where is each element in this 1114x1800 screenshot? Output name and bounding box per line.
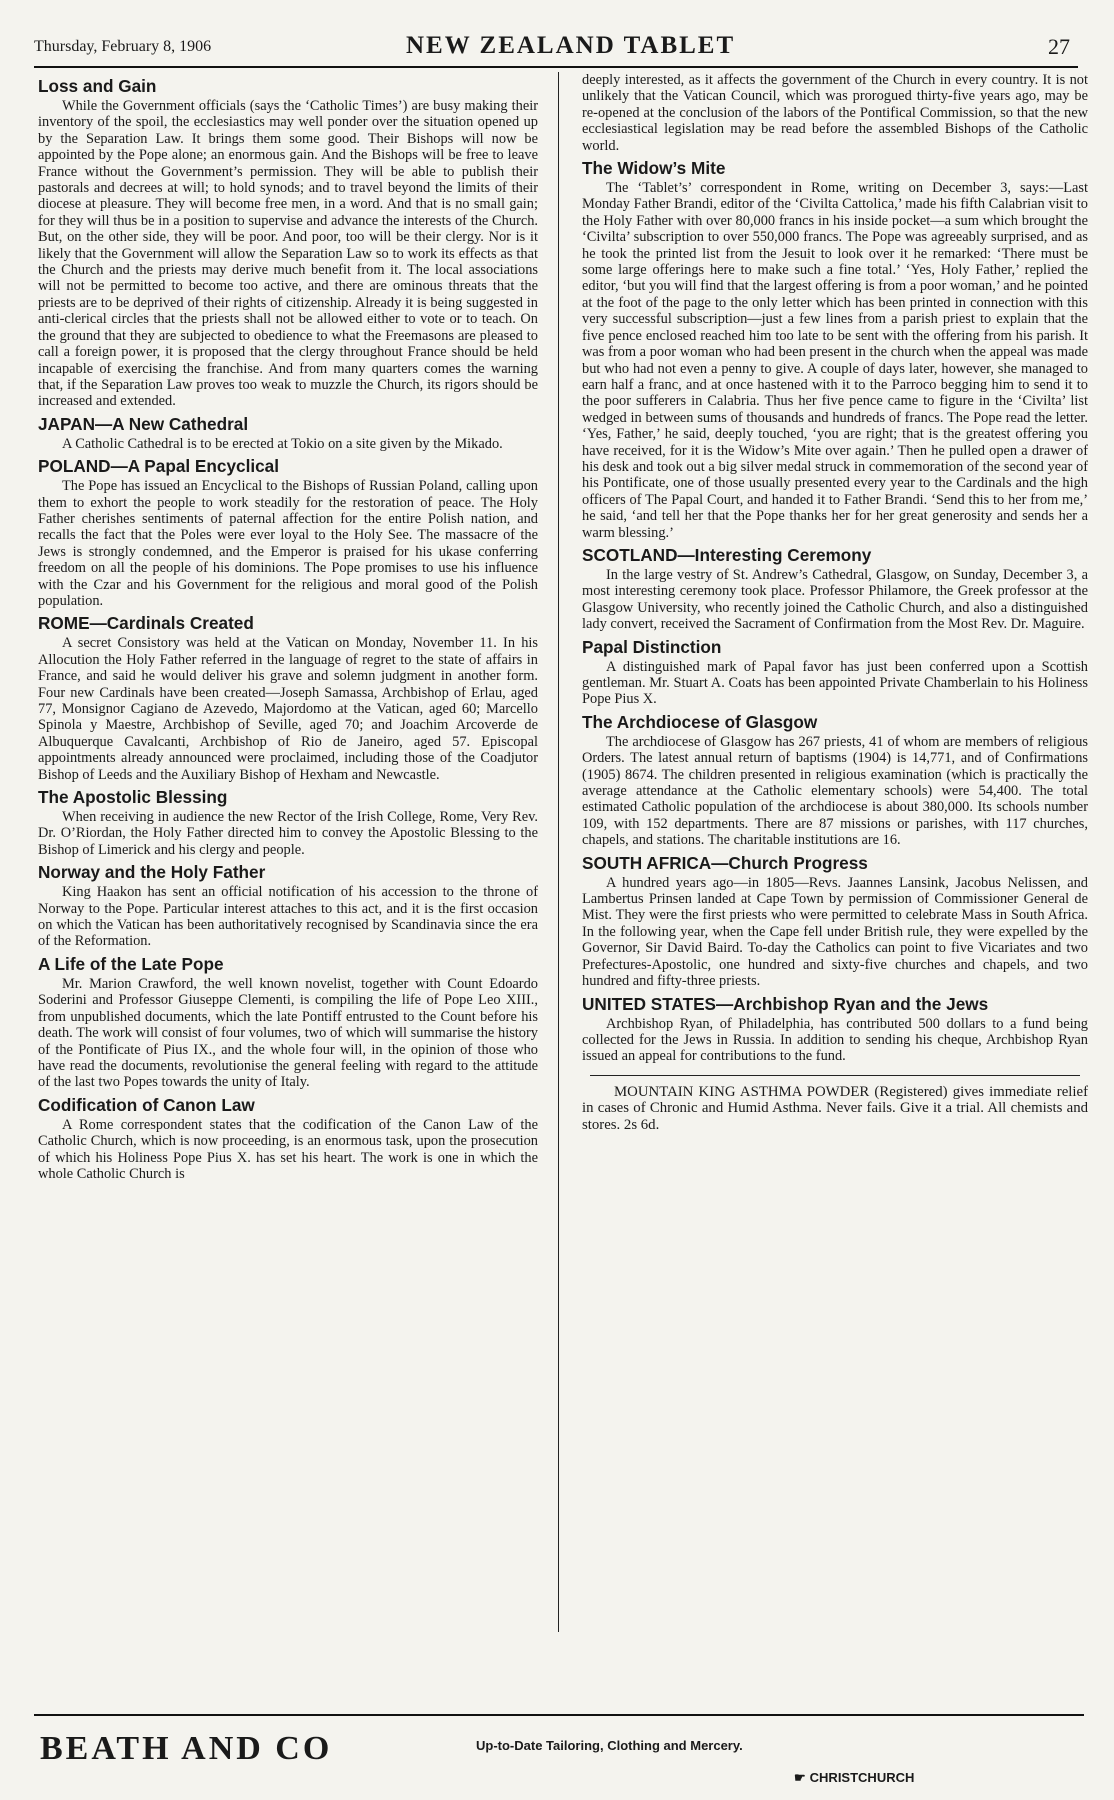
article-paragraph: A hundred years ago—in 1805—Revs. Jaannes Lansink, Jacobus Nelissen, and Lambertus Prinsen landed at Cape Town by permission of Commissioner General de Mist. They were the first priests who were permitted to celebrate Mass in South Africa. In the following year, when the Cape fell under British rule, they were expelled by the Governor, Sir David Baird. To-day the Catholics can point to five Vicariates and two Prefectures-Apostolic, one hundred and sixty-five churches and chapels, and two hundred and fifty-three priests. — [582, 874, 1088, 990]
right-column — [582, 72, 1088, 1682]
article — [582, 712, 1088, 849]
article-heading: Papal Distinction — [582, 636, 722, 657]
page-number: 27 — [1048, 34, 1070, 59]
article — [582, 994, 1088, 1065]
article-paragraph: deeply interested, as it affects the government of the Church in every country. It is not unlikely that the Vatican Council, which was prorogued thirty-five years ago, may be re-opened at the conclusion of the labors of the Pontifical Commission, so that the new ecclesiastical legislation may be read before the assembled Bishops of the Catholic world. — [582, 72, 1088, 154]
article — [38, 76, 538, 410]
masthead-title: NEW ZEALAND TABLET — [406, 32, 736, 59]
article — [38, 613, 538, 783]
article — [38, 954, 538, 1091]
footer-tagline: Up-to-Date Tailoring, Clothing and Mercery. — [476, 1738, 743, 1753]
footer-divider — [34, 1714, 1084, 1716]
article-heading: ROME—Cardinals Created — [38, 613, 254, 634]
article-heading: Loss and Gain — [38, 76, 157, 96]
article-paragraph: Archbishop Ryan, of Philadelphia, has contributed 500 dollars to a fund being collected for the Jews in Russia. In addition to sending his cheque, Archbishop Ryan issued an appeal for contributions to the fund. — [582, 1015, 1088, 1065]
article-paragraph: When receiving in audience the new Rector of the Irish College, Rome, Very Rev. Dr. O’Riordan, the Holy Father directed him to convey the Apostolic Blessing to the Bishop of Limerick and his clergy and people. — [38, 809, 538, 858]
advert-divider — [590, 1075, 1080, 1076]
article — [582, 853, 1088, 990]
article-heading: Codification of Canon Law — [38, 1094, 255, 1115]
issue-date: Thursday, February 8, 1906 — [34, 38, 212, 55]
article-heading: POLAND—A Papal Encyclical — [38, 456, 280, 477]
beath-logo: BEATH AND CO — [40, 1730, 333, 1767]
article-heading: The Archdiocese of Glasgow — [582, 711, 818, 732]
page-header — [34, 32, 1078, 68]
article-heading: A Life of the Late Pope — [38, 953, 224, 974]
article-paragraph: While the Government officials (says the ‘Catholic Times’) are busy making their inventory of the spoil, the ecclesiastics may well ponder over the situation opened up by the Separation Law. It brings them some good. Their Bishops will now be appointed by the Pope alone; an enormous gain. And the Bishops will be free to leave France without the Government’s permission. They will be able to publish their pastorals and decrees at will; to hold synods; and to travel beyond the limits of their diocese at pleasure. They will become free men, in a word. And that is no small gain; for they will thus be in a position to supervise and advance the interests of the Church. But, on the other side, they will be poor. And poor, too will be their clergy. Nor is it likely that the Government will allow the Separation Law so to work its effects as that the Church and the priests may derive much benefit from it. The local associations will not be permitted to become too active, and there are ominous threats that the priests are to be deprived of their rights of citizenship. Already it is being suggested in anti-clerical circles that the priests shall not be allowed either to vote or to teach. On the ground that they are subjected to obedience to what the Freemasons are pleased to call a foreign power, it is proposed that the clergy throughout France should be held incapable of exercising the franchise. And from many quarters comes the warning that, if the Separation Law proves too weak to muzzle the Church, its rigors should be increased and extended. — [38, 98, 538, 410]
footer-city — [794, 1770, 914, 1786]
article-paragraph: A distinguished mark of Papal favor has just been conferred upon a Scottish gentleman. Mr. Stuart A. Coats has been appointed Private Chamberlain to his Holiness Pope Pius X. — [582, 658, 1088, 708]
article-heading: Norway and the Holy Father — [38, 862, 266, 883]
article-paragraph: The ‘Tablet’s’ correspondent in Rome, writing on December 3, says:—Last Monday Father Brandi, editor of the ‘Civilta Cattolica,’ made his fifth Calabrian visit to the Holy Father with over 80,000 francs in his inside pocket—a sum which brought the ‘Civilta’ subscription to over 550,000 francs. The Pope was agreeably surprised, and as he took the printed list from the Jesuit to look over it he remarked: ‘There must be some large offerings here to make such a fine total.’ ‘Yes, Holy Father,’ replied the editor, ‘but you will find that the largest offering is from a poor woman,’ and he pointed at the foot of the page to the only letter which has been printed in connection with this very successful subscription—just a few lines from a parish priest to explain that the five pence enclosed reached him too late to be sent with the offering from his parish. It was from a poor woman who had been present in the church when the appeal was made but who had not even a penny to give. A couple of days later, however, she managed to earn half a franc, and at once hastened with it to the Parroco begging him to send it to the poor sufferers in Calabria. Thus her five pence came to figure in the ‘Civilta’ list wedged in between sums of thousands and hundreds of francs. The Pope read the letter. ‘Yes, Father,’ he said, deeply touched, ‘you are right; that is the greatest offering you have received, for it is the Widow’s Mite over again.’ Then he pulled open a drawer of his desk and took out a big silver medal struck in commemoration of the second year of his Pontificate, one of those usually presented every year to the Cardinals and the high officers of The Papal Court, and handed it to Father Brandi. ‘Send this to her from me,’ he said, ‘and tell her that the Pope thanks her for her great generosity and sends her a warm blessing.’ — [582, 180, 1088, 541]
article — [582, 72, 1088, 154]
asthma-advert: MOUNTAIN KING ASTHMA POWDER (Registered) gives immediate relief in cases of Chronic and Humid Asthma. Never fails. Give it a trial. All chemists and stores. 2s 6d. — [582, 1083, 1088, 1133]
article-heading: SOUTH AFRICA—Church Progress — [582, 852, 868, 873]
article-heading: UNITED STATES—Archbishop Ryan and the Jews — [582, 993, 989, 1014]
article — [38, 456, 538, 609]
article — [38, 1095, 538, 1183]
article — [38, 862, 538, 950]
article-paragraph: In the large vestry of St. Andrew’s Cathedral, Glasgow, on Sunday, December 3, a most interesting ceremony took place. Professor Philamore, the Greek professor at the Glasgow University, who recently joined the Catholic Church, and also a distinguished lady convert, received the Sacrament of Confirmation from the Most Rev. Dr. Maguire. — [582, 566, 1088, 633]
article-paragraph: A Rome correspondent states that the codification of the Canon Law of the Catholic Church, which is now proceeding, is an enormous task, upon the prosecution of which his Holiness Pope Pius X. has set his heart. The work is one in which the whole Catholic Church is — [38, 1116, 538, 1182]
article-paragraph: Mr. Marion Crawford, the well known novelist, together with Count Edoardo Soderini and Professor Giuseppe Clementi, is compiling the life of Pope Leo XIII., from unpublished documents, which the late Pontiff entrusted to the Count before his death. The work will consist of four volumes, two of which will summarise the history of the Pontificate of Pius IX., and the whole four will, in the opinion of those who have read the documents, revolutionise the general feeling with regard to the attitude of the last two Popes towards the unity of Italy. — [38, 975, 538, 1091]
article — [582, 545, 1088, 633]
article-paragraph: A Catholic Cathedral is to be erected at Tokio on a site given by the Mikado. — [62, 435, 503, 452]
article-paragraph: The Pope has issued an Encyclical to the Bishops of Russian Poland, calling upon them to exhort the people to work steadily for the restoration of peace. The Holy Father cherishes sentiments of paternal affection for the entire Polish nation, and recalls the fact that the Poles were ever loyal to the Holy See. The massacre of the Jews is strongly condemned, and the Emperor is praised for his ukase conferring freedom on all the people of his dominions. The Pope promises to use his influence with the Czar and his Government for the religious and moral good of the Polish population. — [38, 478, 538, 609]
article-heading: SCOTLAND—Interesting Ceremony — [582, 544, 872, 565]
article-heading: JAPAN—A New Cathedral — [38, 413, 249, 434]
city-name: CHRISTCHURCH — [809, 1770, 915, 1785]
pointing-hand-icon: ☛ — [794, 1770, 806, 1785]
article-paragraph: A secret Consistory was held at the Vatican on Monday, November 11. In his Allocution the Holy Father referred in the language of regret to the state of affairs in France, and said he would deliver his grave and solemn judgment in another form. Four new Cardinals have been created—Joseph Samassa, Archbishop of Erlau, aged 77, Monsignor Cagiano de Azevedo, Majordomo at the Vatican, aged 60; Marcello Spinola y Maestre, Archbishop of Seville, aged 70; and Joachim Arcoverde de Albuquerque Cavalcanti, Archbishop of Rio de Janeiro, aged 57. Episcopal appointments already announced were proclaimed, including those of the Coadjutor Bishop of Leeds and the Auxiliary Bishop of Hexham and Newcastle. — [38, 635, 538, 783]
right-articles — [582, 72, 1088, 1065]
article — [38, 787, 538, 858]
article-paragraph: King Haakon has sent an official notification of his accession to the throne of Norway to the Pope. Particular interest attaches to this act, and it is the first occasion on which the Vatican has been authoritatively recognised by Scandinavia since the era of the Reformation. — [38, 884, 538, 950]
article — [38, 414, 538, 452]
article — [582, 637, 1088, 708]
left-column — [38, 72, 538, 1682]
article-paragraph: The archdiocese of Glasgow has 267 priests, 41 of whom are members of religious Orders. The latest annual return of baptisms (1904) is 14,771, and of Confirmations (1905) 8674. The children presented in religious examination (which is practically the average attendance at the Catholic elementary schools) were 54,400. The total estimated Catholic population of the archdiocese is about 380,000. Its schools number 109, with 152 departments. There are 87 missions or parishes, with 117 churches, chapels, and stations. The charitable institutions are 16. — [582, 733, 1088, 849]
article-heading: The Widow’s Mite — [582, 158, 726, 179]
article-heading: The Apostolic Blessing — [38, 787, 228, 808]
article — [582, 158, 1088, 541]
column-divider — [558, 72, 559, 1632]
